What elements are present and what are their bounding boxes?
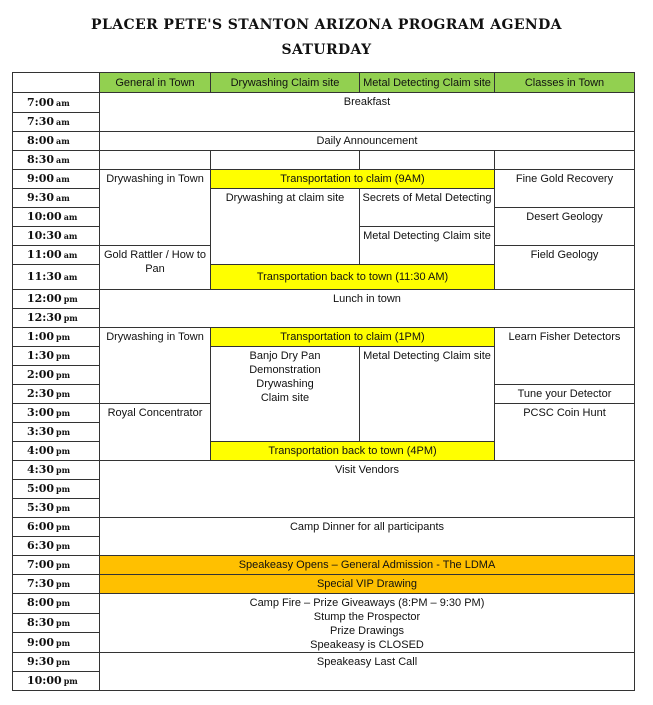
time-slot: 5:00 pm bbox=[13, 480, 100, 499]
event-tune-detector: Tune your Detector bbox=[495, 385, 635, 404]
time-slot: 9:30 pm bbox=[13, 653, 100, 672]
event-banjo-dry-pan: Banjo Dry Pan Demonstration Drywashing Claim site bbox=[211, 347, 360, 442]
time-slot: 6:00 pm bbox=[13, 518, 100, 537]
event-daily-announcement: Daily Announcement bbox=[100, 132, 635, 151]
event-desert-geology: Desert Geology bbox=[495, 208, 635, 246]
time-slot: 2:00 pm bbox=[13, 366, 100, 385]
event-campfire: Camp Fire – Prize Giveaways (8:PM – 9:30 PM) Stump the Prospector Prize Drawings Speakeasy is CLOSED bbox=[100, 594, 635, 653]
event-metal-claim-am: Metal Detecting Claim site bbox=[360, 227, 495, 265]
time-slot: 9:00 am bbox=[13, 170, 100, 189]
event-camp-dinner: Camp Dinner for all participants bbox=[100, 518, 635, 556]
time-slot: 4:00 pm bbox=[13, 442, 100, 461]
time-slot: 3:30 pm bbox=[13, 423, 100, 442]
event-drywashing-at-claim: Drywashing at claim site bbox=[211, 189, 360, 265]
event-transport-1pm: Transportation to claim (1PM) bbox=[211, 328, 495, 347]
event-transport-back-4pm: Transportation back to town (4PM) bbox=[211, 442, 495, 461]
time-slot: 9:30 am bbox=[13, 189, 100, 208]
time-slot: 7:30 am bbox=[13, 113, 100, 132]
time-slot: 12:30 pm bbox=[13, 309, 100, 328]
time-slot: 8:30 pm bbox=[13, 613, 100, 633]
time-slot: 5:30 pm bbox=[13, 499, 100, 518]
header-metal: Metal Detecting Claim site bbox=[360, 73, 495, 93]
agenda-table bbox=[12, 72, 635, 691]
header-drywashing: Drywashing Claim site bbox=[211, 73, 360, 93]
header-blank bbox=[13, 73, 100, 93]
time-slot: 12:00 pm bbox=[13, 290, 100, 309]
event-visit-vendors: Visit Vendors bbox=[100, 461, 635, 518]
time-slot: 9:00 pm bbox=[13, 633, 100, 653]
time-slot: 8:00 pm bbox=[13, 594, 100, 614]
time-slot: 11:30 am bbox=[13, 265, 100, 290]
empty-cell bbox=[100, 151, 211, 170]
empty-cell bbox=[495, 151, 635, 170]
time-slot: 2:30 pm bbox=[13, 385, 100, 404]
event-fine-gold: Fine Gold Recovery bbox=[495, 170, 635, 208]
event-lunch: Lunch in town bbox=[100, 290, 635, 328]
header-general: General in Town bbox=[100, 73, 211, 93]
event-metal-claim-pm: Metal Detecting Claim site bbox=[360, 347, 495, 442]
event-royal-concentrator: Royal Concentrator bbox=[100, 404, 211, 461]
event-speakeasy-last-call: Speakeasy Last Call bbox=[100, 653, 635, 691]
time-slot: 10:00 pm bbox=[13, 672, 100, 691]
event-secrets-metal: Secrets of Metal Detecting bbox=[360, 189, 495, 227]
time-slot: 10:00 am bbox=[13, 208, 100, 227]
event-breakfast: Breakfast bbox=[100, 93, 635, 132]
empty-cell bbox=[211, 151, 360, 170]
time-slot: 7:00 pm bbox=[13, 556, 100, 575]
time-slot: 7:30 pm bbox=[13, 575, 100, 594]
event-gold-rattler: Gold Rattler / How to Pan bbox=[100, 246, 211, 290]
header-classes: Classes in Town bbox=[495, 73, 635, 93]
time-slot: 8:30 am bbox=[13, 151, 100, 170]
event-speakeasy-opens: Speakeasy Opens – General Admission - The LDMA bbox=[100, 556, 635, 575]
time-slot: 3:00 pm bbox=[13, 404, 100, 423]
time-slot: 10:30 am bbox=[13, 227, 100, 246]
event-field-geology: Field Geology bbox=[495, 246, 635, 290]
agenda-day: SATURDAY bbox=[281, 42, 372, 58]
empty-cell bbox=[360, 151, 495, 170]
time-slot: 1:00 pm bbox=[13, 328, 100, 347]
event-drywashing-in-town-am: Drywashing in Town bbox=[100, 170, 211, 246]
time-slot: 11:00 am bbox=[13, 246, 100, 265]
time-slot: 1:30 pm bbox=[13, 347, 100, 366]
event-drywashing-in-town-pm: Drywashing in Town bbox=[100, 328, 211, 404]
time-slot: 4:30 pm bbox=[13, 461, 100, 480]
event-pcsc-hunt: PCSC Coin Hunt bbox=[495, 404, 635, 461]
event-transport-back-1130: Transportation back to town (11:30 AM) bbox=[211, 265, 495, 290]
time-slot: 7:00 am bbox=[13, 93, 100, 113]
time-slot: 6:30 pm bbox=[13, 537, 100, 556]
event-transport-9am: Transportation to claim (9AM) bbox=[211, 170, 495, 189]
event-vip-drawing: Special VIP Drawing bbox=[100, 575, 635, 594]
event-learn-fisher: Learn Fisher Detectors bbox=[495, 328, 635, 385]
agenda-title: PLACER PETE'S STANTON ARIZONA PROGRAM AGENDA bbox=[91, 17, 562, 33]
time-slot: 8:00 am bbox=[13, 132, 100, 151]
